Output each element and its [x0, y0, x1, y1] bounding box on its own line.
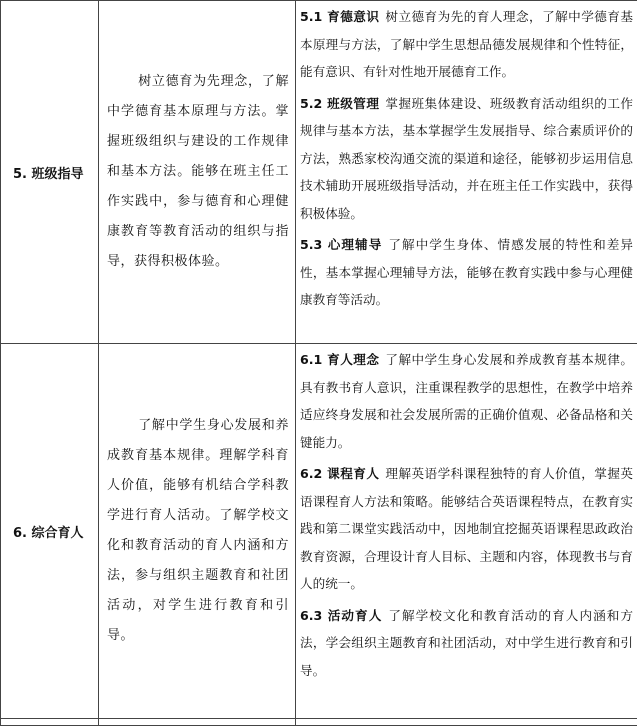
- list-item: [300, 346, 633, 456]
- item-text: 了解中学生身心发展和养成教育基本规律。具有教书育人意识，注重课程教学的思想性，在教学中培养适应终身发展和社会发展所需的正确价值观、必备品格和关键能力。: [300, 352, 633, 450]
- row-heading: 5. 班级指导: [1, 1, 99, 344]
- table-row: [1, 1, 637, 344]
- row-heading: 6. 综合育人: [1, 344, 99, 719]
- summary-cell: [99, 344, 296, 719]
- item-label: 5.2 班级管理: [300, 96, 379, 111]
- list-item: [300, 231, 633, 314]
- item-text: 了解学校文化和教育活动的育人内涵和方法，学会组织主题教育和社团活动，对中学生进行教育和引导。: [300, 608, 633, 678]
- empty-cell: [296, 719, 637, 726]
- detail-cell: [296, 1, 637, 344]
- item-label: 6.3 活动育人: [300, 608, 382, 623]
- table-row: [1, 719, 637, 726]
- table-row: [1, 344, 637, 719]
- item-text: 理解英语学科课程独特的育人价值，掌握英语课程育人方法和策略。能够结合英语课程特点，在教育实践和第二课堂实践活动中，因地制宜挖掘英语课程思政政治教育资源，合理设计育人目标、主题和内容，体现教书与育人的统一。: [300, 466, 633, 591]
- list-item: [300, 90, 633, 228]
- list-item: [300, 3, 633, 86]
- detail-cell: [296, 344, 637, 719]
- list-item: [300, 460, 633, 598]
- empty-cell: [1, 719, 99, 726]
- item-label: 6.1 育人理念: [300, 352, 379, 367]
- item-text: 树立德育为先的育人理念，了解中学德育基本原理与方法，了解中学生思想品德发展规律和个性特征，能有意识、有针对性地开展德育工作。: [300, 9, 633, 79]
- item-label: 6.2 课程育人: [300, 466, 379, 481]
- empty-cell: [99, 719, 296, 726]
- item-text: 掌握班集体建设、班级教育活动组织的工作规律与基本方法，基本掌握学生发展指导、综合素质评价的方法，熟悉家校沟通交流的渠道和途径，能够初步运用信息技术辅助开展班级指导活动，并在班主任工作实践中，获得积极体验。: [300, 96, 633, 221]
- summary-cell: [99, 1, 296, 344]
- list-item: [300, 602, 633, 685]
- summary-text: 树立德育为先理念，了解中学德育基本原理与方法。掌握班级组织与建设的工作规律和基本方法。能够在班主任工作实践中，参与德育和心理健康教育等教育活动的组织与指导，获得积极体验。: [107, 67, 289, 277]
- item-label: 5.3 心理辅导: [300, 237, 382, 252]
- item-label: 5.1 育德意识: [300, 9, 379, 24]
- summary-text: 了解中学生身心发展和养成教育基本规律。理解学科育人价值，能够有机结合学科教学进行育人活动。了解学校文化和教育活动的育人内涵和方法，参与组织主题教育和社团活动，对学生进行教育和引导。: [107, 411, 289, 651]
- item-text: 了解中学生身体、情感发展的特性和差异性，基本掌握心理辅导方法，能够在教育实践中参与心理健康教育等活动。: [300, 237, 633, 307]
